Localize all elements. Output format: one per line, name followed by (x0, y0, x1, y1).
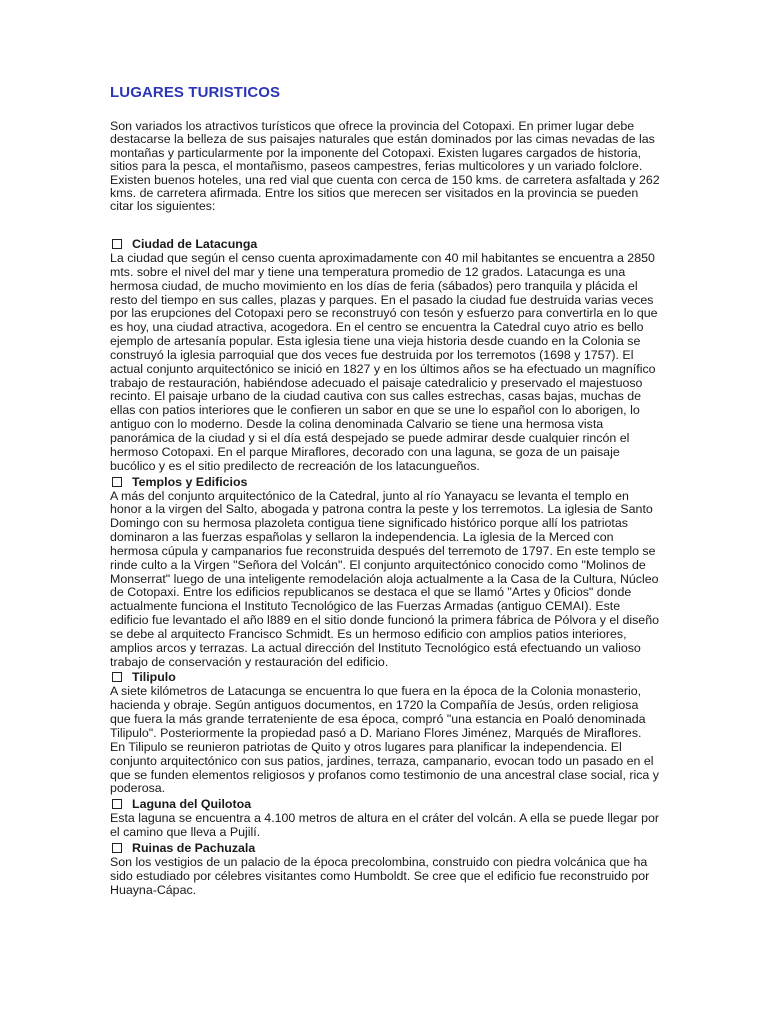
checkbox-bullet-icon (112, 672, 122, 682)
section-heading-text: Laguna del Quilotoa (132, 797, 252, 812)
section-templos-y-edificios (110, 474, 660, 670)
checkbox-bullet-icon (112, 799, 122, 809)
checkbox-bullet-icon (112, 843, 122, 853)
checkbox-bullet-icon (112, 239, 122, 249)
page-title: LUGARES TURISTICOS (110, 84, 281, 101)
intro-paragraph: Son variados los atractivos turísticos que ofrece la provincia del Cotopaxi. En primer lugar debe destacarse la belleza de sus paisajes naturales que están dominados por las cimas nevadas de las montañas y particularmente por la imponente del Cotopaxi. Existen lugares cargados de historia, sitios para la pesca, el montañismo, paseos campestres, ferias multicolores y un variado folclore. Existen buenos hoteles, una red vial que cuenta con cerca de 150 kms. de carretera asfaltada y 262 kms. de carretera afirmada. Entre los sitios que merecen ser visitados en la provincia se pueden citar los siguientes: (110, 119, 660, 214)
section-laguna-del-quilotoa (110, 796, 660, 840)
section-ruinas-de-pachuzala (110, 840, 660, 898)
section-heading (110, 474, 660, 490)
section-heading (110, 236, 660, 252)
section-heading (110, 840, 660, 856)
checkbox-bullet-icon (112, 477, 122, 487)
sections-list (110, 236, 660, 897)
section-ciudad-de-latacunga (110, 236, 660, 474)
section-heading (110, 796, 660, 812)
section-text: Son los vestigios de un palacio de la época precolombina, construido con piedra volcánica que ha sido estudiado por célebres visitantes como Humboldt. Se cree que el edificio fue reconstruido por Huayna-Cápac. (110, 854, 650, 897)
section-heading-text: Tilipulo (132, 670, 176, 685)
section-tilipulo (110, 669, 660, 796)
section-heading (110, 669, 660, 685)
section-text: A siete kilómetros de Latacunga se encuentra lo que fuera en la época de la Colonia monasterio, hacienda y obraje. Según antiguos documentos, en 1720 la Compañía de Jesús, orden religiosa que fuera la más grande terrateniente de esa época, compró "una estancia en Poaló denominada Tilipulo". Posteriormente la propiedad pasó a D. Mariano Flores Jiménez, Marqués de Miraflores. En Tilipulo se reunieron patriotas de Quito y otros lugares para planificar la independencia. El conjunto arquitectónico con sus patios, jardines, terraza, campanario, evocan todo un pasado en el que se funden elementos religiosos y profanos como testimonio de una ancestral clase social, rica y poderosa. (110, 684, 659, 796)
section-text: Esta laguna se encuentra a 4.100 metros de altura en el cráter del volcán. A ella se puede llegar por el camino que lleva a Pujilí. (110, 811, 659, 840)
section-text: La ciudad que según el censo cuenta aproximadamente con 40 mil habitantes se encuentra a 2850 mts. sobre el nivel del mar y tiene una temperatura promedio de 12 grados. Latacunga es una hermosa ciudad, de mucho movimiento en los días de feria (sábados) pero tranquila y plácida el resto del tiempo en sus calles, plazas y parques. En el pasado la ciudad fue destruida varias veces por las erupciones del Cotopaxi pero se reconstruyó con tesón y esfuerzo para convertirla en lo que es hoy, una ciudad atractiva, acogedora. En el centro se encuentra la Catedral cuyo atrio es bello ejemplo de artesanía popular. Esta iglesia tiene una vieja historia desde cuando en la Colonia se construyó la iglesia parroquial que dos veces fue destruida por los terremotos (1698 y 1757). El actual conjunto arquitectónico se inició en 1827 y en los últimos años se ha efectuado un magnífico trabajo de restauración, habiéndose adecuado el paisaje catedralicio y preservado el majestuoso recinto. El paisaje urbano de la ciudad cautiva con sus calles estrechas, casas bajas, muchas de ellas con patios interiores que le confieren un sabor en que se une lo español con lo aborigen, lo antiguo con lo moderno. Desde la colina denominada Calvario se tiene una hermosa vista panorámica de la ciudad y si el día está despejado se puede admirar desde cualquier rincón el hermoso Cotopaxi. En el parque Miraflores, decorado con una laguna, se goza de un paisaje bucólico y es el sitio predilecto de recreación de los latacungueños. (110, 251, 658, 473)
section-heading-text: Ciudad de Latacunga (132, 237, 258, 251)
section-text: A más del conjunto arquitectónico de la Catedral, junto al río Yanayacu se levanta el templo en honor a la virgen del Salto, abogada y patrona contra la peste y los terremotos. La iglesia de Santo Domingo con su hermosa plazoleta contigua tiene significado histórico porque allí los patriotas dominaron a las fuerzas españolas y sellaron la independencia. La iglesia de la Merced con hermosa cúpula y campanarios fue reconstruida después del terremoto de 1797. En este templo se rinde culto a la Virgen "Señora del Volcán". El conjunto arquitectónico conocido como "Molinos de Monserrat" luego de una inteligente remodelación aloja actualmente a la Casa de la Cultura, Núcleo de Cotopaxi. Entre los edificios republicanos se destaca el que se llamó "Artes y 0ficios" donde actualmente funciona el Instituto Tecnológico de las Fuerzas Armadas (antiguo CEMAI). Este edificio fue levantado el año l889 en el sitio donde funcionó la primera fábrica de Pólvora y el diseño se debe al arquitecto Francisco Schmidt. Es un hermoso edificio con amplios patios interiores, amplios arcos y terrazas. La actual dirección del Instituto Tecnológico está efectuando un valioso trabajo de conservación y restauración del edificio. (110, 488, 659, 669)
section-heading-text: Templos y Edificios (132, 474, 248, 489)
section-heading-text: Ruinas de Pachuzala (132, 840, 256, 855)
